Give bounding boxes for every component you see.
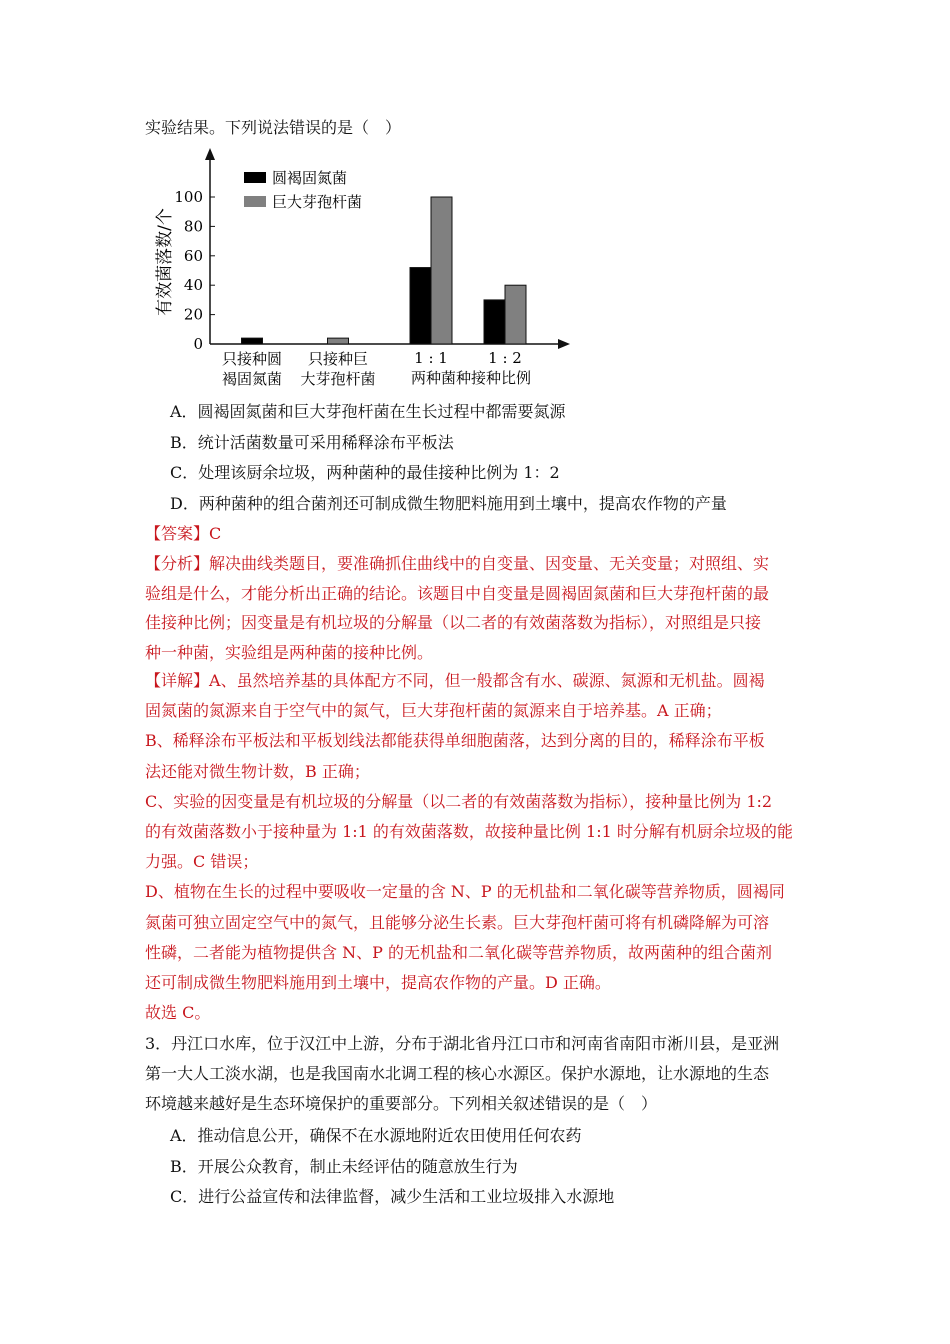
q3-stem-line: 3．丹江口水库，位于汉江中上游，分布于湖北省丹江口市和河南省南阳市淅川县，是亚洲	[145, 1034, 780, 1053]
x-tick-label: 只接种圆	[221, 350, 283, 368]
bar-series-1-cat-1	[242, 338, 263, 344]
x-tick-label-line2: 褐固氮菌	[221, 370, 283, 388]
x-tick-label: 1 : 1	[414, 349, 448, 367]
analysis-tag: 【分析】	[145, 554, 210, 573]
bar-series-1-cat-3	[410, 268, 431, 344]
y-tick-label: 0	[193, 335, 203, 353]
x-group-label: 两种菌种接种比例	[410, 369, 532, 387]
q3-stem-line: 环境越来越好是生态环境保护的重要部分。下列相关叙述错误的是（ ）	[145, 1094, 658, 1113]
detail-text: D、植物在生长的过程中要吸收一定量的含 N、P 的无机盐和二氧化碳等营养物质，圆褐同	[145, 882, 785, 902]
detail-text: A、虽然培养基的具体配方不同，但一般都含有水、碳源、氮源和无机盐。圆褐	[209, 671, 765, 690]
analysis-text: 种一种菌，实验组是两种菌的接种比例。	[145, 642, 434, 662]
detail-line	[145, 671, 765, 691]
bar-series-2-cat-4	[505, 285, 526, 344]
x-tick-label: 1 : 2	[488, 349, 522, 367]
detail-line	[145, 943, 772, 963]
bar-series-2-cat-2	[328, 338, 349, 344]
detail-text: 固氮菌的氮源来自于空气中的氮气，巨大芽孢杆菌的氮源来自于培养基。A 正确；	[145, 701, 722, 721]
analysis-line	[145, 554, 769, 574]
detail-text: 的有效菌落数小于接种量为 1:1 的有效菌落数，故接种量比例 1:1 时分解有机厨余垃圾的能	[145, 822, 793, 841]
legend-label-series-2: 巨大芽孢杆菌	[272, 193, 363, 211]
analysis-text: 解决曲线类题目，要准确抓住曲线中的自变量、因变量、无关变量；对照组、实	[209, 554, 770, 573]
detail-text: 性磷，二者能为植物提供含 N、P 的无机盐和二氧化碳等营养物质，故两菌种的组合菌剂	[145, 942, 772, 962]
legend-swatch-series-2	[244, 196, 266, 207]
conclusion: 故选 C。	[145, 1003, 211, 1022]
bar-chart	[0, 0, 950, 400]
detail-line	[145, 701, 722, 721]
analysis-text: 佳接种比例；因变量是有机垃圾的分解量（以二者的有效菌落数为指标），对照组是只接	[145, 613, 762, 632]
answer-tag: 【答案】	[145, 524, 210, 543]
legend	[244, 169, 362, 211]
detail-line	[145, 913, 769, 933]
detail-line	[145, 731, 765, 751]
analysis-line	[145, 613, 761, 633]
question-intro: 实验结果。下列说法错误的是（ ）	[145, 118, 402, 137]
y-tick-label: 40	[183, 276, 203, 295]
detail-text: B、稀释涂布平板法和平板划线法都能获得单细胞菌落，达到分离的目的，稀释涂布平板	[145, 731, 765, 751]
analysis-text: 验组是什么，才能分析出正确的结论。该题目中自变量是圆褐固氮菌和巨大芽孢杆菌的最	[145, 583, 770, 603]
q3-stem-line: 第一大人工淡水湖，也是我国南水北调工程的核心水源区。保护水源地，让水源地的生态	[145, 1064, 770, 1083]
answer-value: C	[209, 524, 222, 543]
analysis-line	[145, 643, 433, 663]
legend-swatch-series-1	[244, 172, 266, 183]
q2-option: C．处理该厨余垃圾，两种菌种的最佳接种比例为 1：2	[170, 463, 560, 482]
answer-line	[145, 524, 221, 544]
legend-label-series-1: 圆褐固氮菌	[272, 169, 348, 187]
y-tick-label: 100	[174, 188, 203, 206]
x-tick-label: 只接种巨	[307, 350, 369, 368]
q3-option: C．进行公益宣传和法律监督，减少生活和工业垃圾排入水源地	[170, 1187, 615, 1206]
bar-series-1-cat-4	[484, 300, 505, 344]
detail-line	[145, 852, 258, 872]
detail-line	[145, 882, 785, 902]
analysis-line	[145, 584, 769, 604]
detail-text: 力强。C 错误；	[145, 852, 259, 872]
q2-option: B．统计活菌数量可采用稀释涂布平板法	[170, 432, 454, 452]
detail-text: 法还能对微生物计数，B 正确；	[145, 761, 370, 781]
detail-text: C、实验的因变量是有机垃圾的分解量（以二者的有效菌落数为指标），接种量比例为 1:2	[145, 791, 773, 811]
detail-line	[145, 792, 772, 812]
detail-text: 还可制成微生物肥料施用到土壤中，提高农作物的产量。D 正确。	[145, 973, 611, 992]
bar-series-2-cat-3	[431, 197, 452, 344]
y-tick-label: 20	[183, 305, 203, 324]
q3-option: B．开展公众教育，制止未经评估的随意放生行为	[170, 1156, 518, 1176]
x-axis-arrow	[558, 339, 570, 349]
detail-line	[145, 973, 611, 993]
q2-option: D．两种菌种的组合菌剂还可制成微生物肥料施用到土壤中，提高农作物的产量	[170, 493, 727, 513]
detail-tag: 【详解】	[145, 671, 210, 690]
detail-line	[145, 822, 793, 842]
x-tick-label-line2: 大芽孢杆菌	[300, 370, 376, 388]
y-tick-label: 80	[183, 217, 203, 236]
y-tick-label: 60	[183, 246, 203, 265]
q3-option: A．推动信息公开，确保不在水源地附近农田使用任何农药	[170, 1126, 582, 1145]
detail-text: 氮菌可独立固定空气中的氮气，且能够分泌生长素。巨大芽孢杆菌可将有机磷降解为可溶	[145, 912, 770, 932]
detail-line	[145, 762, 370, 782]
q2-option: A．圆褐固氮菌和巨大芽孢杆菌在生长过程中都需要氮源	[170, 402, 566, 421]
y-axis-label: 有效菌落数/个	[155, 208, 175, 316]
y-axis-arrow	[205, 148, 215, 160]
